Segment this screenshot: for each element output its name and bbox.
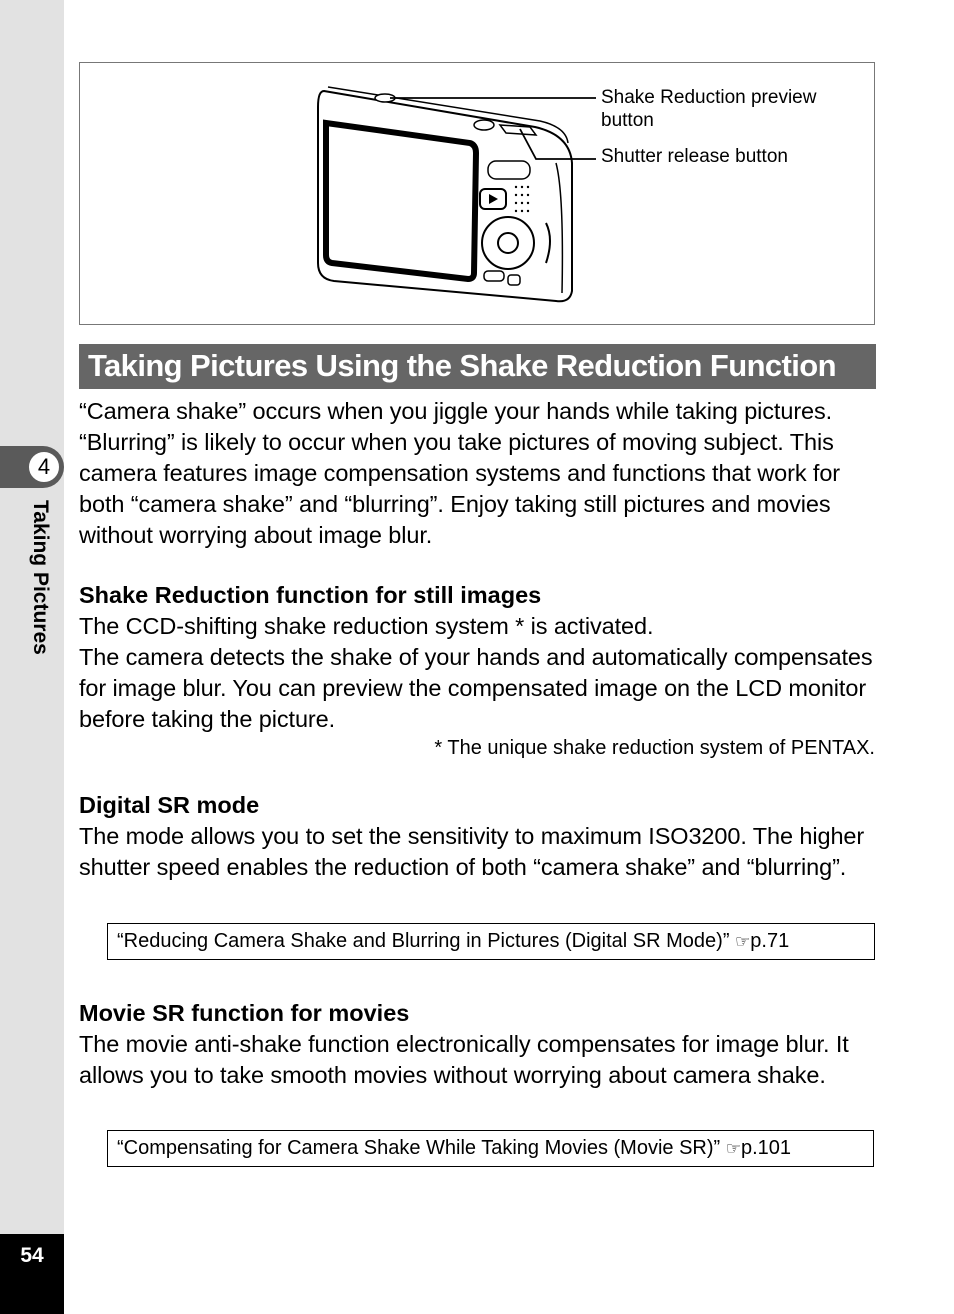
still-images-heading: Shake Reduction function for still images	[79, 582, 542, 608]
movie-sr-heading: Movie SR function for movies	[79, 1000, 410, 1026]
zoom-button	[488, 161, 530, 179]
menu-button	[484, 271, 504, 281]
intro-paragraph: “Camera shake” occurs when you jiggle your hands while taking pictures. “Blurring” is likely to occur when you take pictures of moving subject. This camera features image compensation systems and functions that work for both “camera shake” and “blurring”. Enjoy taking still pictures and movies without worrying about image blur.	[79, 398, 841, 548]
still-images-line1: The CCD-shifting shake reduction system * is activated.	[79, 613, 654, 639]
movie-sr-body: The movie anti-shake function electronically compensates for image blur. It allows you to take smooth movies without worrying about camera shake.	[79, 1031, 849, 1088]
page-reference-icon: ☞	[725, 1139, 741, 1158]
digital-sr-ref-page[interactable]: p.71	[750, 930, 790, 952]
section-title: Taking Pictures Using the Shake Reduction Function	[79, 344, 876, 389]
digital-sr-heading: Digital SR mode	[79, 792, 260, 818]
ok-button	[498, 233, 518, 253]
page-number: 54	[20, 1244, 44, 1267]
chapter-sidebar	[0, 0, 64, 1314]
digital-sr-reference[interactable]	[107, 923, 875, 960]
movie-sr-ref-text: “Compensating for Camera Shake While Taking Movies (Movie SR)”	[117, 1137, 721, 1159]
power-button	[474, 120, 494, 130]
digital-sr-body: The mode allows you to set the sensitivity to maximum ISO3200. The higher shutter speed enables the reduction of both “camera shake” and “blurring”.	[79, 823, 865, 880]
movie-sr-reference[interactable]	[107, 1130, 874, 1167]
pentax-footnote: * The unique shake reduction system of PENTAX.	[434, 737, 875, 759]
callout-sr-preview: Shake Reduction preview button	[601, 87, 817, 131]
movie-sr-ref-page[interactable]: p.101	[741, 1137, 792, 1159]
camera-figure	[79, 62, 875, 325]
still-images-body: The camera detects the shake of your hands and automatically compensates for image blur. You can preview the compensated image on the LCD monitor before taking the picture.	[79, 644, 873, 732]
digital-sr-ref-text: “Reducing Camera Shake and Blurring in Pictures (Digital SR Mode)”	[117, 930, 730, 952]
callout-shutter-release: Shutter release button	[601, 146, 788, 167]
lcd-monitor	[326, 123, 476, 279]
delete-button	[508, 275, 520, 285]
chapter-label: Taking Pictures	[29, 500, 52, 655]
chapter-number: 4	[27, 450, 61, 484]
page-reference-icon: ☞	[735, 932, 751, 951]
